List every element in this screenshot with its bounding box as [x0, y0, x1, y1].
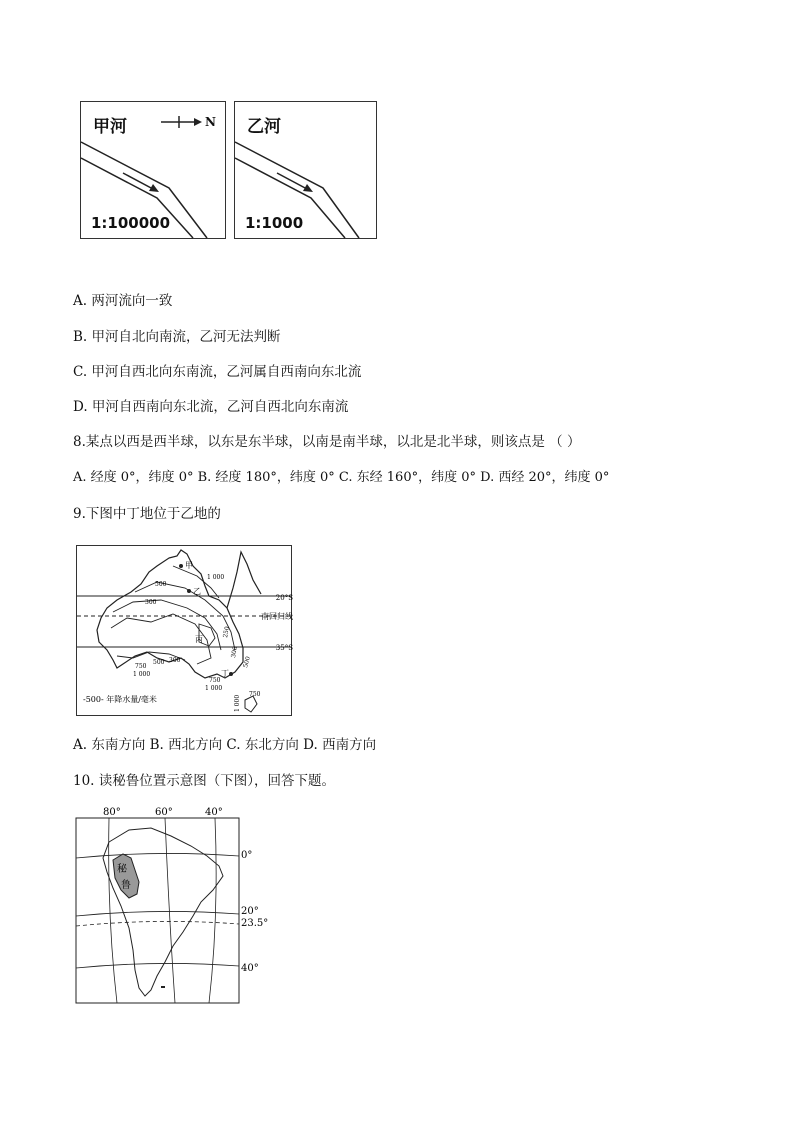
q9-stem: 9.下图中丁地位于乙地的: [73, 506, 221, 522]
peru-label-2: 鲁: [121, 880, 131, 891]
label-35s: 35°S: [275, 644, 293, 652]
label-tropic: 南回归线: [261, 612, 293, 621]
label-ding: 丁: [221, 669, 229, 678]
flow-arrow-shaft: [277, 173, 307, 189]
iso-1000b: 1 000: [133, 671, 151, 678]
iso-500c: 500: [242, 655, 252, 669]
q7-option-a: A. 两河流向一致: [73, 293, 173, 309]
q8-options: A. 经度 0°，纬度 0° B. 经度 180°，纬度 0° C. 东经 160°，纬度 0° D. 西经 20°，纬度 0°: [73, 470, 610, 485]
map-legend: -500- 年降水量/毫米: [83, 695, 157, 704]
point-yi: [187, 589, 191, 593]
iso-250: 250: [222, 625, 231, 639]
label-yi: 乙: [193, 587, 201, 596]
iso-300b: 300: [169, 657, 181, 664]
label-bing: 丙: [195, 635, 203, 644]
iso-1000a: 1 000: [207, 574, 225, 581]
flow-arrow-shaft: [123, 173, 153, 189]
iso-750b: 750: [209, 677, 221, 684]
iso-300c: 300: [230, 645, 239, 659]
lat-235-line: [76, 921, 239, 926]
q7-option-b: B. 甲河自北向南流，乙河无法判断: [73, 329, 281, 345]
peru-label-1: 秘: [117, 864, 127, 875]
lat-0-line: [76, 853, 239, 858]
river-yi-name: 乙河: [247, 117, 281, 137]
river-jia-scale: 1:100000: [91, 214, 171, 232]
cape-york: [227, 552, 261, 608]
river-yi-scale: 1:1000: [245, 214, 304, 232]
q10-stem: 10. 读秘鲁位置示意图（下图），回答下题。: [73, 773, 336, 789]
iso-750c: 750: [249, 691, 261, 698]
isohyet-300: [113, 600, 221, 650]
north-label: N: [205, 115, 216, 129]
lat-40-line: [76, 963, 239, 968]
lon-40-line: [209, 818, 216, 1003]
river-jia-panel: [80, 101, 226, 239]
lat-235-label: 23.5°: [241, 918, 269, 929]
australia-map-drawing: [77, 546, 291, 715]
tasmania: [245, 696, 257, 712]
river-yi-panel: [234, 101, 377, 239]
river-jia-name: 甲河: [93, 117, 127, 137]
iso-1000c: 1 000: [205, 685, 223, 692]
north-arrow-head: [194, 118, 202, 126]
australia-rainfall-map: [76, 545, 292, 716]
lon-80-label: 80°: [103, 807, 121, 818]
q9-options: A. 东南方向 B. 西北方向 C. 东北方向 D. 西南方向: [73, 737, 377, 753]
point-jia: [179, 564, 183, 568]
peru-location-map: [73, 806, 273, 1006]
falkland-mark: [161, 986, 165, 988]
label-20s: 20°S: [275, 594, 293, 602]
iso-1000d: 1 000: [234, 694, 241, 712]
peru-map-drawing: [73, 806, 273, 1006]
lat-40-label: 40°: [241, 963, 259, 974]
lon-80-line: [109, 818, 117, 1003]
point-ding: [229, 672, 233, 676]
lat-20-line: [76, 911, 239, 916]
lon-60-label: 60°: [155, 807, 173, 818]
iso-500a: 500: [155, 581, 167, 588]
lon-60-line: [165, 818, 175, 1003]
label-jia: 甲: [185, 561, 193, 570]
lat-0-label: 0°: [241, 850, 253, 861]
q7-option-d: D. 甲河自西南向东北流，乙河自西北向东南流: [73, 399, 349, 415]
iso-300a: 300: [145, 599, 157, 606]
lat-20-label: 20°: [241, 906, 259, 917]
iso-500b: 500: [153, 659, 165, 666]
iso-750a: 750: [135, 663, 147, 670]
lon-40-label: 40°: [205, 807, 223, 818]
q8-stem: 8.某点以西是西半球，以东是东半球，以南是南半球，以北是北半球，则该点是 （ ）: [73, 434, 581, 450]
peru-shape: [113, 854, 139, 898]
q7-option-c: C. 甲河自西北向东南流，乙河属自西南向东北流: [73, 364, 362, 380]
